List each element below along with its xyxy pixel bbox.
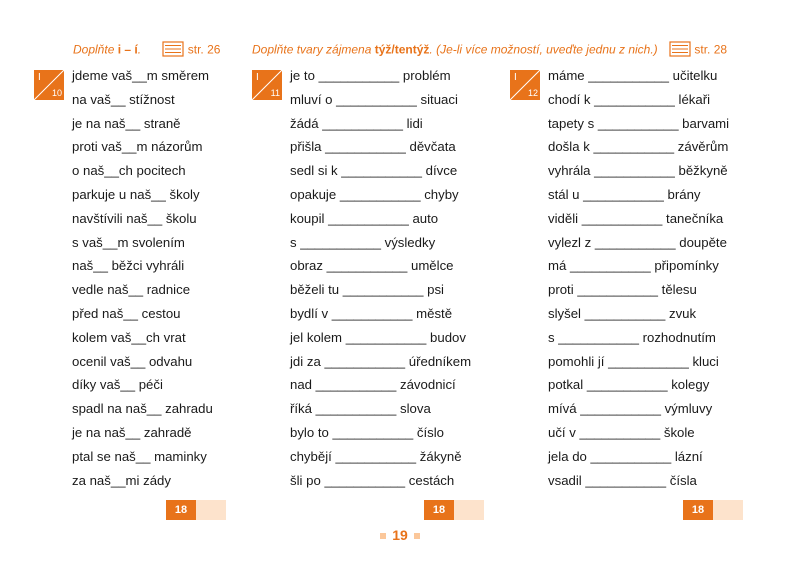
exercise-item: vyhrála ___________ běžkyně <box>548 163 728 179</box>
exercise-item: kolem vaš__ch vrat <box>72 329 186 345</box>
exercise-item: došla k ___________ závěrům <box>548 139 729 155</box>
right-page-reference: str. 28 <box>694 42 728 57</box>
exercise-item: jel kolem ___________ budov <box>290 329 466 345</box>
exercise-item: máme ___________ učitelku <box>548 68 718 83</box>
exercise-item: učí v ___________ škole <box>548 424 695 440</box>
exercise-item: s vaš__m svolením <box>72 234 185 250</box>
exercise-item: s ___________ rozhodnutím <box>548 329 716 345</box>
exercise-item: před naš__ cestou <box>72 305 181 321</box>
exercise-item: s ___________ výsledky <box>290 234 436 250</box>
exercise-item: proti vaš__m názorům <box>72 139 203 155</box>
exercise-item: bydlí v ___________ městě <box>290 305 453 321</box>
exercise-item: mívá ___________ výmluvy <box>548 401 713 417</box>
book-icon <box>162 41 184 60</box>
exercise-item: koupil ___________ auto <box>290 210 439 226</box>
exercise-item: navštívili naš__ školu <box>72 210 197 226</box>
exercise-item: žádá ___________ lidi <box>290 115 423 131</box>
exercise-item: běželi tu ___________ psi <box>290 282 444 298</box>
exercise-item: naš__ běžci vyhráli <box>72 258 185 274</box>
exercise-item: šli po ___________ cestách <box>290 472 455 488</box>
score-box: 18 <box>683 500 743 520</box>
exercise-item: vylezl z ___________ doupěte <box>548 234 727 250</box>
exercise-item: chodí k ___________ lékaři <box>548 91 711 107</box>
exercise-item: slyšel ___________ zvuk <box>548 305 697 321</box>
exercise-items <box>290 64 471 492</box>
exercise-item: ocenil vaš__ odvahu <box>72 353 193 369</box>
exercise-items <box>72 64 213 492</box>
score-box: 18 <box>424 500 484 520</box>
exercise-item: za naš__mi zády <box>72 472 171 488</box>
exercise-item: viděli ___________ tanečníka <box>548 210 724 226</box>
exercise-items <box>548 64 729 492</box>
exercise-badge: I 12 <box>510 70 540 100</box>
exercise-item: sedl si k ___________ dívce <box>290 163 458 179</box>
exercise-item: tapety s ___________ barvami <box>548 115 730 131</box>
exercise-item: je to ___________ problém <box>290 68 451 83</box>
exercise-item: říká ___________ slova <box>290 401 431 417</box>
exercise-item: má ___________ připomínky <box>548 258 719 274</box>
exercise-item: jdeme vaš__m směrem <box>72 68 210 83</box>
score-box: 18 <box>166 500 226 520</box>
right-instruction: Doplňte tvary zájmena týž/tentýž. (Je-li více možností, uveďte jednu z nich.) str. 28 <box>252 41 727 60</box>
exercise-item: vedle naš__ radnice <box>72 282 191 298</box>
exercise-item: o naš__ch pocitech <box>72 163 186 179</box>
exercise-item: na vaš__ stížnost <box>72 91 175 107</box>
exercise-item: parkuje u naš__ školy <box>72 186 200 202</box>
exercise-item: obraz ___________ umělce <box>290 258 454 274</box>
exercise-item: mluví o ___________ situaci <box>290 91 458 107</box>
exercise-item: je na naš__ zahradě <box>72 424 192 440</box>
exercise-item: proti ___________ tělesu <box>548 282 697 298</box>
exercise-item: ptal se naš__ maminky <box>72 448 207 464</box>
exercise-item: pomohli jí ___________ kluci <box>548 353 719 369</box>
exercise-item: stál u ___________ brány <box>548 186 701 202</box>
exercise-item: nad ___________ závodnicí <box>290 377 456 393</box>
left-page-reference: str. 26 <box>187 42 221 57</box>
exercise-item: spadl na naš__ zahradu <box>72 401 213 417</box>
exercise-item: jela do ___________ lázní <box>548 448 703 464</box>
exercise-item: chybějí ___________ žákyně <box>290 448 462 464</box>
left-instruction: Doplňte i – í. str. 26 <box>73 41 220 60</box>
exercise-item: přišla ___________ děvčata <box>290 139 456 155</box>
exercise-item: díky vaš__ péči <box>72 377 163 393</box>
exercise-badge: I 10 <box>34 70 64 100</box>
exercise-item: bylo to ___________ číslo <box>290 424 444 440</box>
exercise-item: jdi za ___________ úředníkem <box>290 353 472 369</box>
exercise-item: je na naš__ straně <box>72 115 181 131</box>
exercise-item: vsadil ___________ čísla <box>548 472 697 488</box>
exercise-badge: I 11 <box>252 70 282 100</box>
exercise-item: opakuje ___________ chyby <box>290 186 459 202</box>
book-icon <box>669 41 691 60</box>
exercise-item: potkal ___________ kolegy <box>548 377 710 393</box>
page-number: 19 <box>372 527 428 543</box>
